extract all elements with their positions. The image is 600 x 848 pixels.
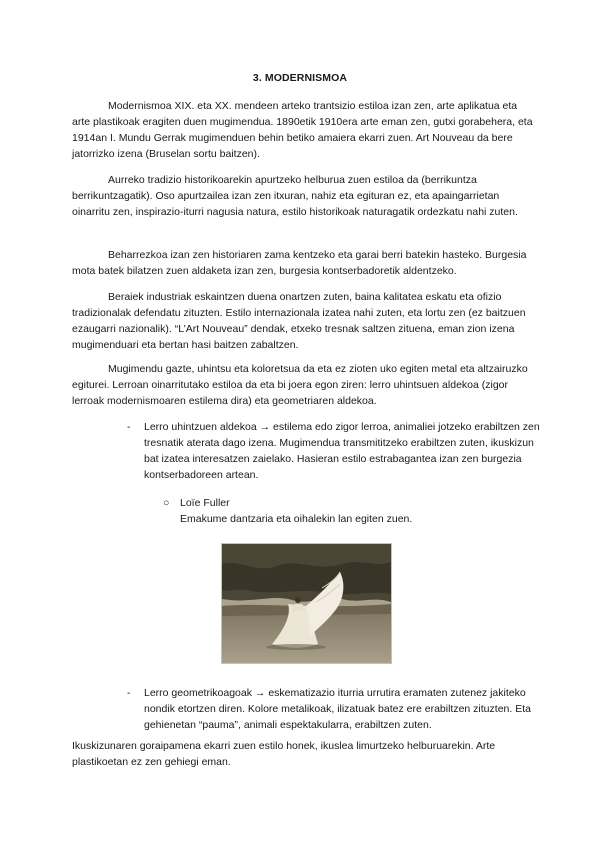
paragraph-3: Beharrezkoa izan zen historiaren zama kentzeko eta garai berri batekin hasteko. Burgesia mota batek bilatzen zuen aldaketa izan zen, burgesia kontserbadoretik aldentzeko. [72,249,527,277]
bullet-text: Lerro uhintzuen aldekoa → estilema edo zigor lerroa, animaliei jotzeko erabiltzen zen tresnatik aterata dago izena. Mugimendua transmititzeko erabiltzen zuten, ikuskizun bat izatea interesatzen zaielako. Hasieran estilo estrabagantea izan zen burgezia kontserbadoreen artean. [144,421,540,481]
paragraph-2: Aurreko tradizio historikoarekin apurtzeko helburua zuen estiloa da (berrikuntza berrikuntzagatik). Oso apurtzailea izan zen itxuran, nahiz eta egituran ez, eta apaingarrietan oinarritu zen, inspirazio-iturri nagusia natura, estilo historikoak naturagatik ordezkatu nahi zuten. [72,174,518,218]
subbullet-loie-fuller [163,495,533,527]
circle-bullet-icon: ○ [163,497,170,509]
bullet-item-geometric-lines [127,685,547,733]
dancer-photo-illustration [222,544,391,663]
loie-fuller-photo [221,543,392,664]
paragraph-5: Mugimendu gazte, uhintsu eta koloretsua da eta ez zioten uko egiten metal eta altzairuzko egiturei. Lerroan oinarritutako estiloa da eta bi joera egon ziren: lerro uhintsuen aldekoa (zigor lerroak modernismoaren estilema dira) eta geometriaren aldekoa. [72,363,528,407]
paragraph-4: Beraiek industriak eskaintzen duena onartzen zuten, baina kalitatea eskatu eta ofizio tradizionalak defendatu zituzten. Estilo internazionala izatea nahi zuten, eta lortu zen (ez baitzuen ezaugarri nazionalik). “L’Art Nouveau” dendak, etxeko tresnak saltzen zituena, eman zion izena mugimenduari eta bertan hasi baitzen zabaltzen. [72,291,526,351]
paragraph-1: Modernismoa XIX. eta XX. mendeen arteko trantsizio estiloa izan zen, arte aplikatua eta arte plastikoak eragiten duen mugimendua. 1890etik 1910era arte eman zen, gutxi gorabehera, eta 1914an I. Mundu Gerrak mugimenduen behin betiko amaiera ekarri zuen. Art Nouveau da bere jatorrizko izena (Bruselan sortu baitzen). [72,100,533,160]
subbullet-name: Loïe Fuller [180,497,230,509]
bullet-dash: - [127,421,131,433]
page-title: 3. MODERNISMOA [252,72,348,84]
bullet-dash: - [127,687,131,699]
subbullet-description: Emakume dantzaria eta oihalekin lan egiten zuen. [180,513,413,525]
closing-paragraph: Ikuskizunaren goraipamena ekarri zuen estilo honek, ikuslea limurtzeko helburuarekin. Arte plastikoetan ez zen gehiegi eman. [72,740,496,768]
bullet-item-wavy-lines [127,419,547,483]
bullet-text: Lerro geometrikoagoak → eskematizazio iturria urrutira eramaten zutenez jakiteko nondik etortzen diren. Kolore metalikoak, ilizatuak batez ere erabiltzen zituzten. Eta gehienetan “pauma”, animali espektakularra, erabiltzen zuten. [144,687,531,731]
